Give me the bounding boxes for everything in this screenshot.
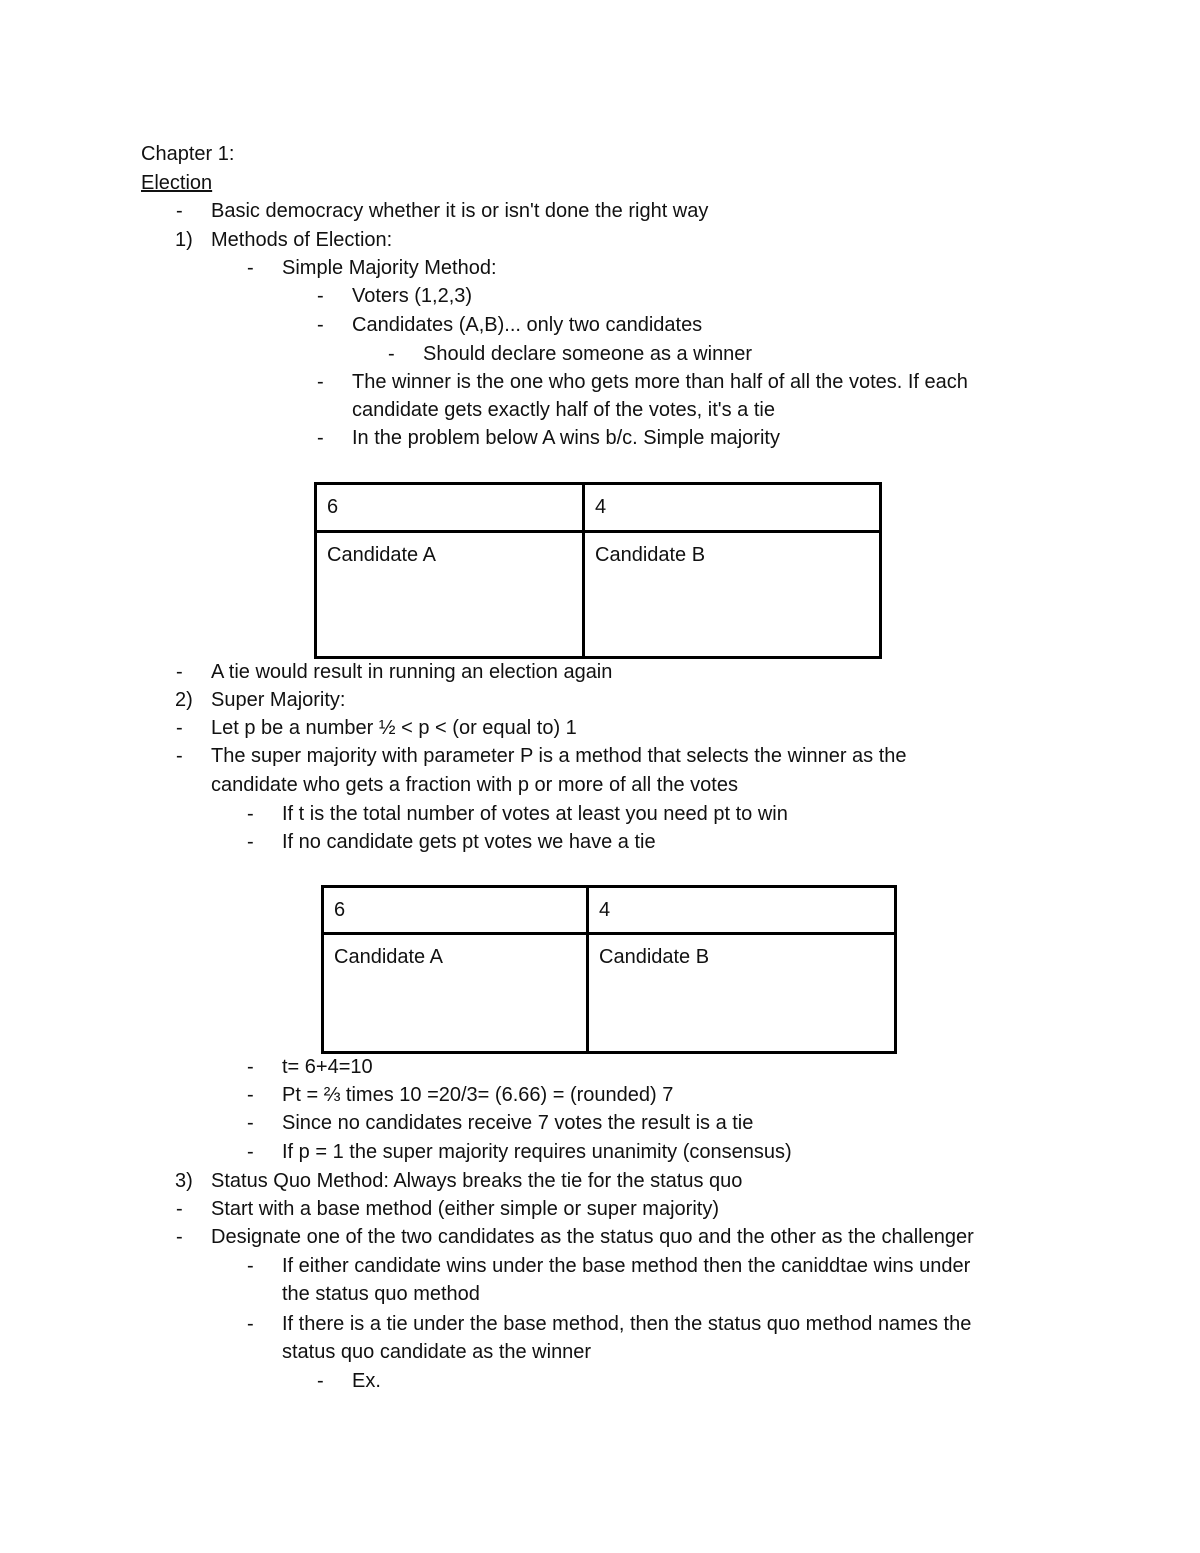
list-number: 3) bbox=[175, 1170, 193, 1192]
list-item: The super majority with parameter P is a method that selects the winner as the bbox=[211, 745, 907, 767]
list-dash: - bbox=[247, 803, 254, 825]
list-item: Simple Majority Method: bbox=[282, 257, 497, 279]
vote-table-2 bbox=[321, 885, 897, 1054]
list-item: Basic democracy whether it is or isn't done the right way bbox=[211, 200, 709, 222]
list-item: If there is a tie under the base method, then the status quo method names the bbox=[282, 1313, 972, 1335]
list-dash: - bbox=[247, 1313, 254, 1335]
vote-table-1 bbox=[314, 482, 882, 659]
list-item: The winner is the one who gets more than half of all the votes. If each bbox=[352, 371, 968, 393]
votes-cell-b: 4 bbox=[588, 887, 896, 934]
list-dash: - bbox=[247, 1084, 254, 1106]
votes-cell-a: 6 bbox=[316, 484, 584, 532]
list-dash: - bbox=[317, 371, 324, 393]
list-dash: - bbox=[247, 1112, 254, 1134]
candidate-cell-a: Candidate A bbox=[323, 934, 588, 1053]
list-item-continued: candidate gets exactly half of the votes, it's a tie bbox=[352, 399, 775, 421]
list-dash: - bbox=[176, 661, 183, 683]
list-item: Super Majority: bbox=[211, 689, 346, 711]
section-heading: Election bbox=[141, 172, 213, 194]
list-item: If no candidate gets pt votes we have a tie bbox=[282, 831, 656, 853]
votes-cell-a: 6 bbox=[323, 887, 588, 934]
list-dash: - bbox=[317, 314, 324, 336]
list-item: If either candidate wins under the base method then the caniddtae wins under bbox=[282, 1255, 971, 1277]
list-dash: - bbox=[247, 1255, 254, 1277]
list-item: Start with a base method (either simple or super majority) bbox=[211, 1198, 719, 1220]
list-item: Methods of Election: bbox=[211, 229, 393, 251]
list-item: Designate one of the two candidates as the status quo and the other as the challenger bbox=[211, 1226, 974, 1248]
list-dash: - bbox=[388, 343, 395, 365]
candidate-cell-b: Candidate B bbox=[584, 532, 881, 658]
list-item-continued: status quo candidate as the winner bbox=[282, 1341, 592, 1363]
list-dash: - bbox=[176, 1226, 183, 1248]
list-item: Should declare someone as a winner bbox=[423, 343, 753, 365]
list-dash: - bbox=[176, 717, 183, 739]
list-dash: - bbox=[247, 1056, 254, 1078]
list-item-continued: the status quo method bbox=[282, 1283, 480, 1305]
list-item: Voters (1,2,3) bbox=[352, 285, 473, 307]
list-item: If t is the total number of votes at least you need pt to win bbox=[282, 803, 788, 825]
list-number: 2) bbox=[175, 689, 193, 711]
votes-cell-b: 4 bbox=[584, 484, 881, 532]
candidate-cell-b: Candidate B bbox=[588, 934, 896, 1053]
list-dash: - bbox=[317, 1370, 324, 1392]
candidate-cell-a: Candidate A bbox=[316, 532, 584, 658]
list-dash: - bbox=[247, 831, 254, 853]
list-dash: - bbox=[317, 427, 324, 449]
list-item: Ex. bbox=[352, 1370, 381, 1392]
list-dash: - bbox=[317, 285, 324, 307]
list-item: Since no candidates receive 7 votes the result is a tie bbox=[282, 1112, 754, 1134]
list-item: A tie would result in running an election again bbox=[211, 661, 613, 683]
list-item: Status Quo Method: Always breaks the tie for the status quo bbox=[211, 1170, 743, 1192]
list-item: In the problem below A wins b/c. Simple majority bbox=[352, 427, 780, 449]
list-item: t= 6+4=10 bbox=[282, 1056, 373, 1078]
list-dash: - bbox=[176, 1198, 183, 1220]
list-dash: - bbox=[247, 1141, 254, 1163]
list-dash: - bbox=[176, 745, 183, 767]
list-dash: - bbox=[247, 257, 254, 279]
list-number: 1) bbox=[175, 229, 193, 251]
list-item: Candidates (A,B)... only two candidates bbox=[352, 314, 703, 336]
list-item-continued: candidate who gets a fraction with p or more of all the votes bbox=[211, 774, 738, 796]
list-dash: - bbox=[176, 200, 183, 222]
chapter-title: Chapter 1: bbox=[141, 143, 235, 165]
list-item: Let p be a number ½ < p < (or equal to) 1 bbox=[211, 717, 577, 739]
list-item: Pt = ⅔ times 10 =20/3= (6.66) = (rounded) 7 bbox=[282, 1084, 674, 1106]
list-item: If p = 1 the super majority requires unanimity (consensus) bbox=[282, 1141, 792, 1163]
